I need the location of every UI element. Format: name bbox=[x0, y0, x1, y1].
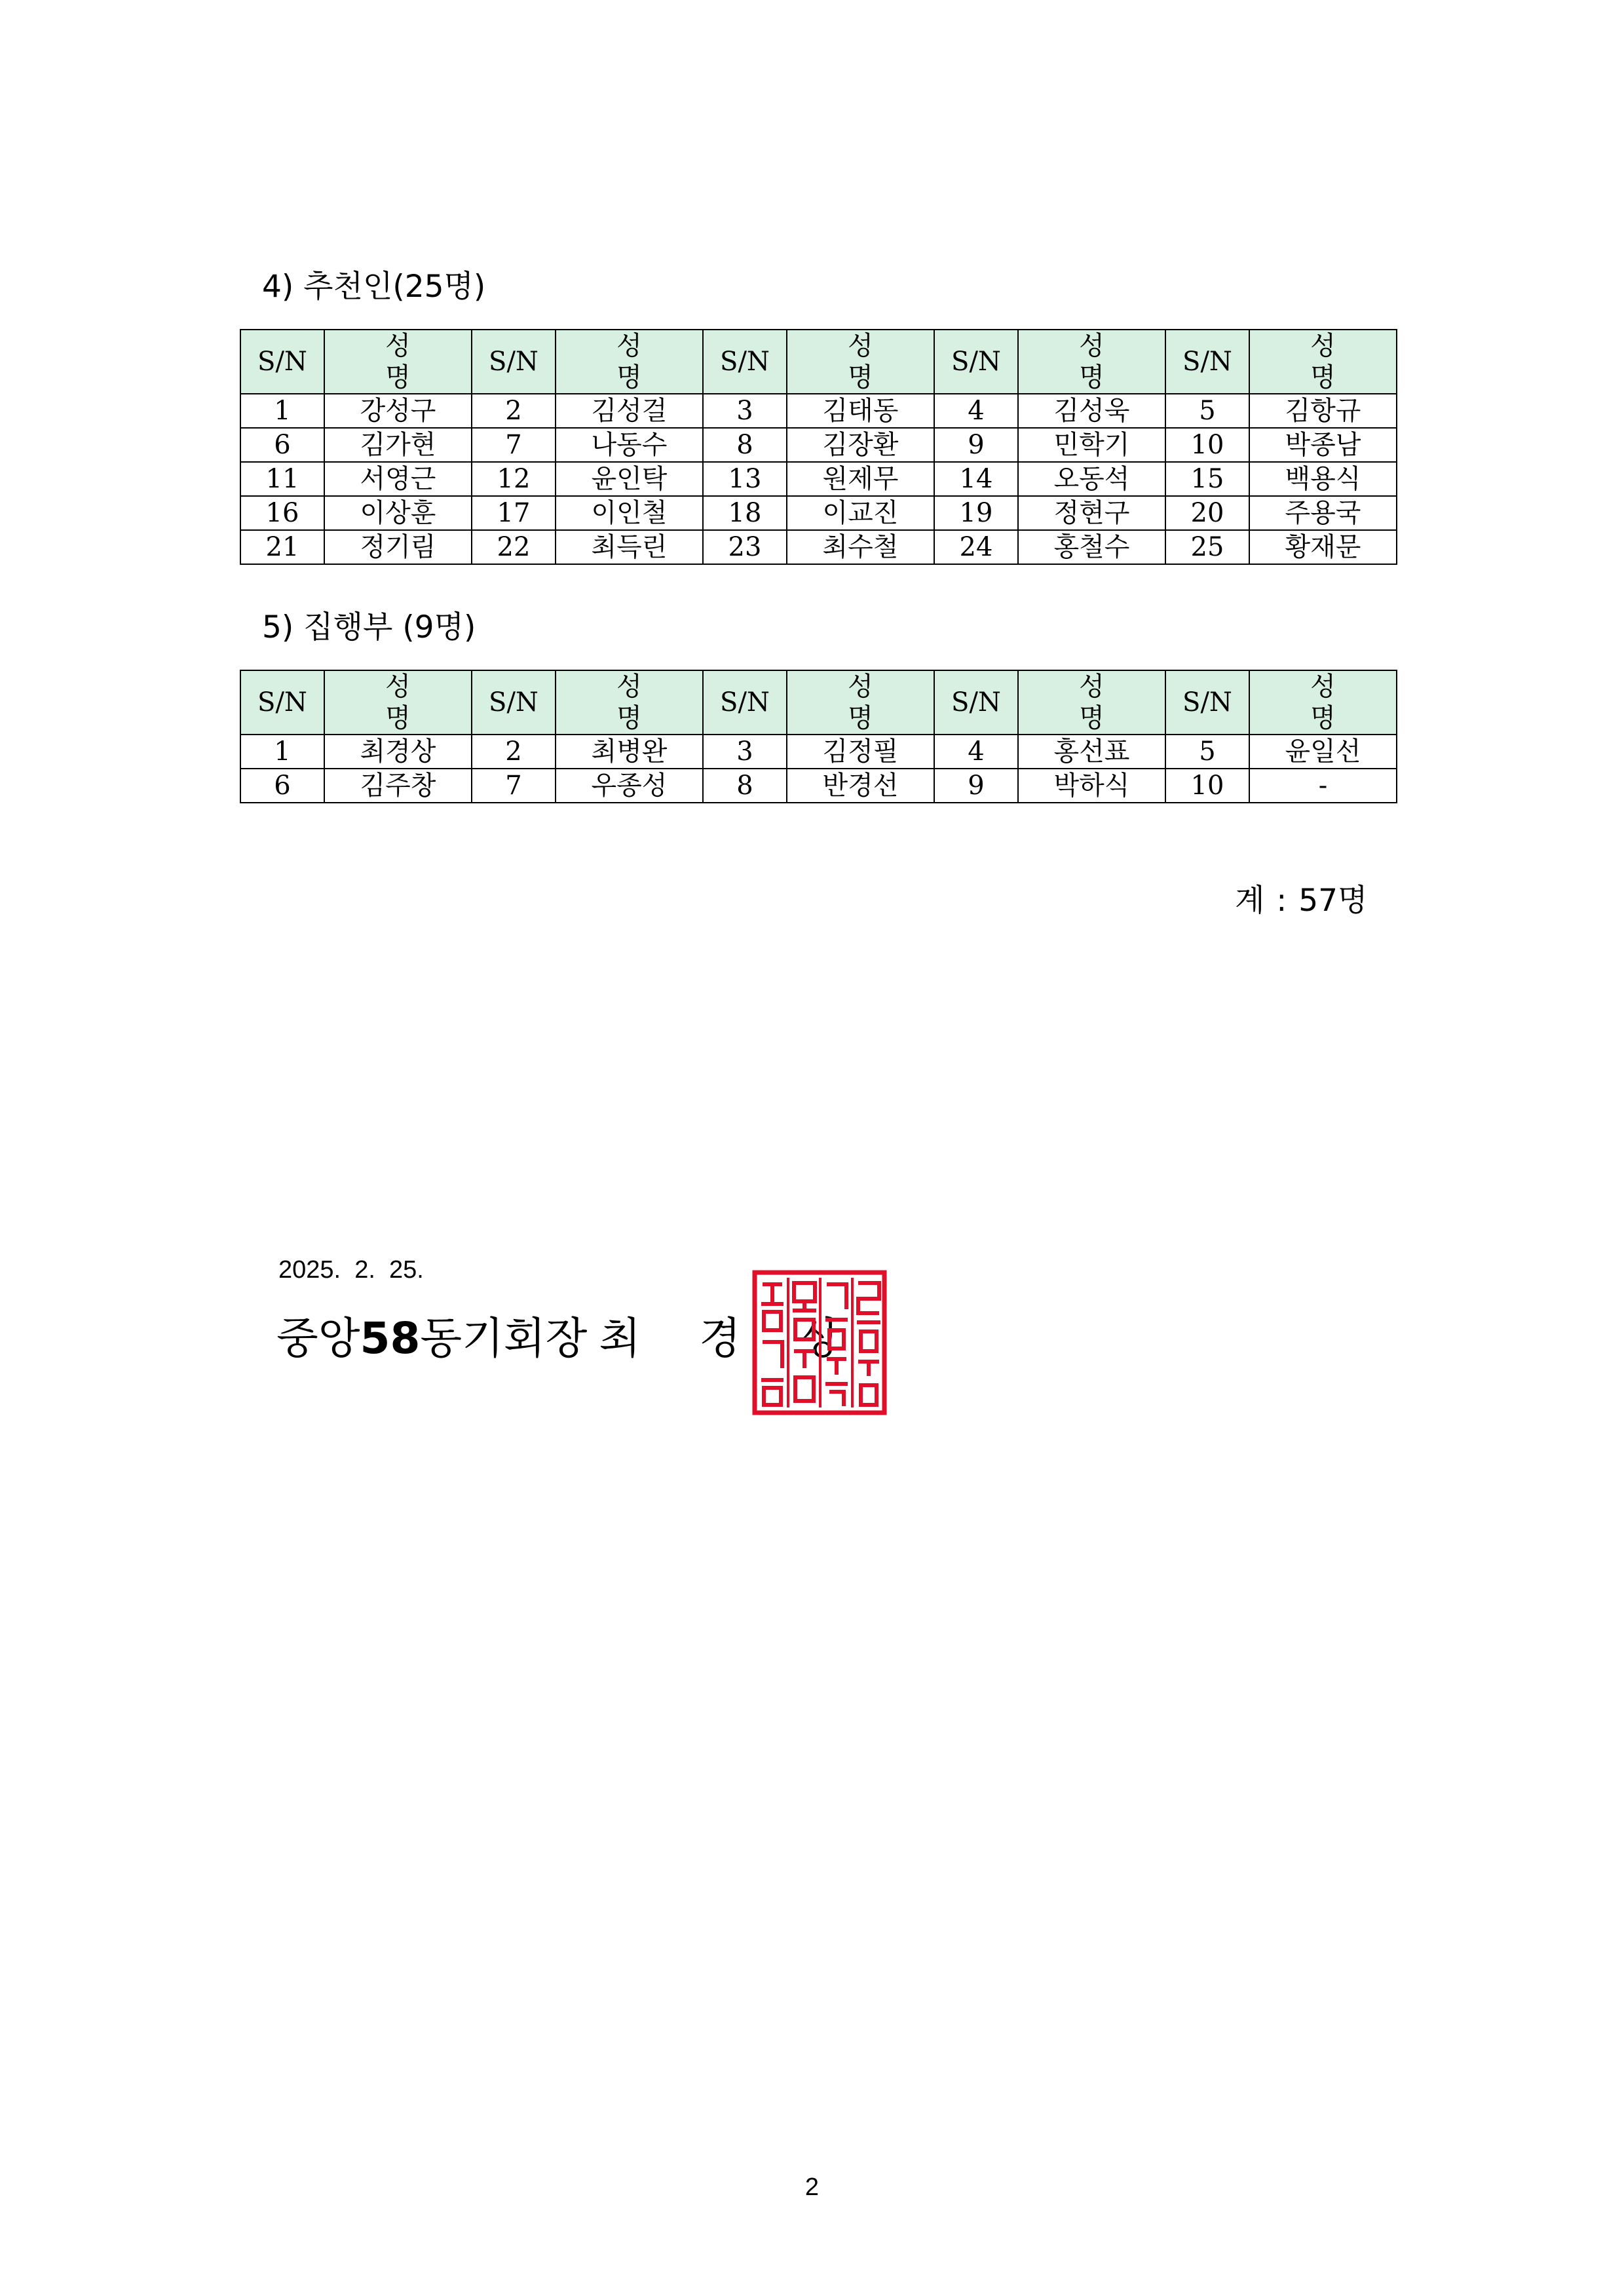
sn-cell: 3 bbox=[703, 394, 787, 428]
header-name: 성 명 bbox=[1018, 330, 1165, 394]
header-name: 성 명 bbox=[1249, 330, 1397, 394]
name-cell: 민학기 bbox=[1018, 428, 1165, 462]
signer-name: 최 경 상 bbox=[599, 1313, 863, 1364]
name-cell: 오동석 bbox=[1018, 462, 1165, 496]
name-cell: 박하식 bbox=[1018, 769, 1165, 803]
signer-org-suffix: 동기회장 bbox=[420, 1313, 588, 1364]
sn-cell: 6 bbox=[240, 428, 324, 462]
header-name: 성 명 bbox=[1018, 670, 1165, 735]
sn-cell: 7 bbox=[472, 769, 556, 803]
sn-cell: 2 bbox=[472, 735, 556, 769]
name-cell: 김장환 bbox=[787, 428, 934, 462]
header-name: 성 명 bbox=[324, 670, 472, 735]
name-cell: 최경상 bbox=[324, 735, 472, 769]
header-sn: S/N bbox=[934, 330, 1018, 394]
table-row bbox=[240, 496, 1397, 530]
name-cell: 최득린 bbox=[556, 530, 703, 564]
header-sn: S/N bbox=[240, 330, 324, 394]
name-cell: 김성욱 bbox=[1018, 394, 1165, 428]
sn-cell: 8 bbox=[703, 428, 787, 462]
signer-org-number: 58 bbox=[360, 1313, 421, 1364]
sn-cell: 19 bbox=[934, 496, 1018, 530]
recommenders-table bbox=[240, 329, 1397, 565]
sn-cell: 7 bbox=[472, 428, 556, 462]
table-header-row bbox=[240, 330, 1397, 394]
sn-cell: 22 bbox=[472, 530, 556, 564]
header-name: 성 명 bbox=[556, 670, 703, 735]
sn-cell: 5 bbox=[1165, 394, 1249, 428]
name-cell: 최수철 bbox=[787, 530, 934, 564]
header-sn: S/N bbox=[240, 670, 324, 735]
sn-cell: 25 bbox=[1165, 530, 1249, 564]
header-sn: S/N bbox=[703, 670, 787, 735]
executive-table bbox=[240, 670, 1397, 803]
name-cell: 나동수 bbox=[556, 428, 703, 462]
official-seal-stamp bbox=[752, 1270, 887, 1415]
sn-cell: 9 bbox=[934, 428, 1018, 462]
name-cell: 원제무 bbox=[787, 462, 934, 496]
name-cell: 백용식 bbox=[1249, 462, 1397, 496]
sn-cell: 3 bbox=[703, 735, 787, 769]
name-cell: 박종남 bbox=[1249, 428, 1397, 462]
sn-cell: 14 bbox=[934, 462, 1018, 496]
signer-org-prefix: 중앙 bbox=[276, 1313, 360, 1364]
sn-cell: 1 bbox=[240, 394, 324, 428]
name-cell: 김가현 bbox=[324, 428, 472, 462]
table-row bbox=[240, 462, 1397, 496]
sn-cell: 17 bbox=[472, 496, 556, 530]
name-cell: 김주창 bbox=[324, 769, 472, 803]
header-sn: S/N bbox=[472, 670, 556, 735]
name-cell: 이교진 bbox=[787, 496, 934, 530]
name-cell: 이상훈 bbox=[324, 496, 472, 530]
table-row bbox=[240, 769, 1397, 803]
sn-cell: 9 bbox=[934, 769, 1018, 803]
sn-cell: 24 bbox=[934, 530, 1018, 564]
name-cell: 이인철 bbox=[556, 496, 703, 530]
name-cell: 정기림 bbox=[324, 530, 472, 564]
total-separator: : bbox=[1276, 883, 1287, 919]
header-name: 성 명 bbox=[787, 670, 934, 735]
sn-cell: 10 bbox=[1165, 428, 1249, 462]
name-cell: 황재문 bbox=[1249, 530, 1397, 564]
sn-cell: 6 bbox=[240, 769, 324, 803]
sn-cell: 12 bbox=[472, 462, 556, 496]
table-row bbox=[240, 428, 1397, 462]
sn-cell: 5 bbox=[1165, 735, 1249, 769]
section-title-executive: 5) 집행부 (9명) bbox=[262, 609, 476, 645]
header-name: 성 명 bbox=[556, 330, 703, 394]
name-cell: 주용국 bbox=[1249, 496, 1397, 530]
name-cell: 윤인탁 bbox=[556, 462, 703, 496]
sn-cell: 23 bbox=[703, 530, 787, 564]
name-cell: 김항규 bbox=[1249, 394, 1397, 428]
name-cell: 김정필 bbox=[787, 735, 934, 769]
name-cell: 김태동 bbox=[787, 394, 934, 428]
header-name: 성 명 bbox=[1249, 670, 1397, 735]
header-sn: S/N bbox=[472, 330, 556, 394]
header-name: 성 명 bbox=[787, 330, 934, 394]
sn-cell: 11 bbox=[240, 462, 324, 496]
name-cell: 강성구 bbox=[324, 394, 472, 428]
table-header-row bbox=[240, 670, 1397, 735]
header-name: 성 명 bbox=[324, 330, 472, 394]
section-title-recommenders: 4) 추천인(25명) bbox=[262, 269, 486, 305]
header-sn: S/N bbox=[1165, 670, 1249, 735]
total-label: 계 bbox=[1235, 883, 1265, 919]
sn-cell: 4 bbox=[934, 394, 1018, 428]
sn-cell: 13 bbox=[703, 462, 787, 496]
sn-cell: 16 bbox=[240, 496, 324, 530]
name-cell: 홍선표 bbox=[1018, 735, 1165, 769]
total-value: 57명 bbox=[1298, 883, 1368, 919]
page-number: 2 bbox=[804, 2173, 820, 2201]
name-cell: 서영근 bbox=[324, 462, 472, 496]
header-sn: S/N bbox=[1165, 330, 1249, 394]
sn-cell: 4 bbox=[934, 735, 1018, 769]
table-row bbox=[240, 735, 1397, 769]
table-row bbox=[240, 394, 1397, 428]
name-cell: - bbox=[1249, 769, 1397, 803]
sn-cell: 21 bbox=[240, 530, 324, 564]
sn-cell: 15 bbox=[1165, 462, 1249, 496]
sn-cell: 18 bbox=[703, 496, 787, 530]
sn-cell: 1 bbox=[240, 735, 324, 769]
sn-cell: 20 bbox=[1165, 496, 1249, 530]
name-cell: 우종성 bbox=[556, 769, 703, 803]
sn-cell: 10 bbox=[1165, 769, 1249, 803]
name-cell: 정현구 bbox=[1018, 496, 1165, 530]
table-row bbox=[240, 530, 1397, 564]
document-date: 2025. 2. 25. bbox=[278, 1256, 424, 1284]
name-cell: 홍철수 bbox=[1018, 530, 1165, 564]
name-cell: 최병완 bbox=[556, 735, 703, 769]
header-sn: S/N bbox=[703, 330, 787, 394]
name-cell: 반경선 bbox=[787, 769, 934, 803]
header-sn: S/N bbox=[934, 670, 1018, 735]
name-cell: 윤일선 bbox=[1249, 735, 1397, 769]
sn-cell: 8 bbox=[703, 769, 787, 803]
sn-cell: 2 bbox=[472, 394, 556, 428]
name-cell: 김성걸 bbox=[556, 394, 703, 428]
total-count bbox=[1235, 881, 1367, 921]
